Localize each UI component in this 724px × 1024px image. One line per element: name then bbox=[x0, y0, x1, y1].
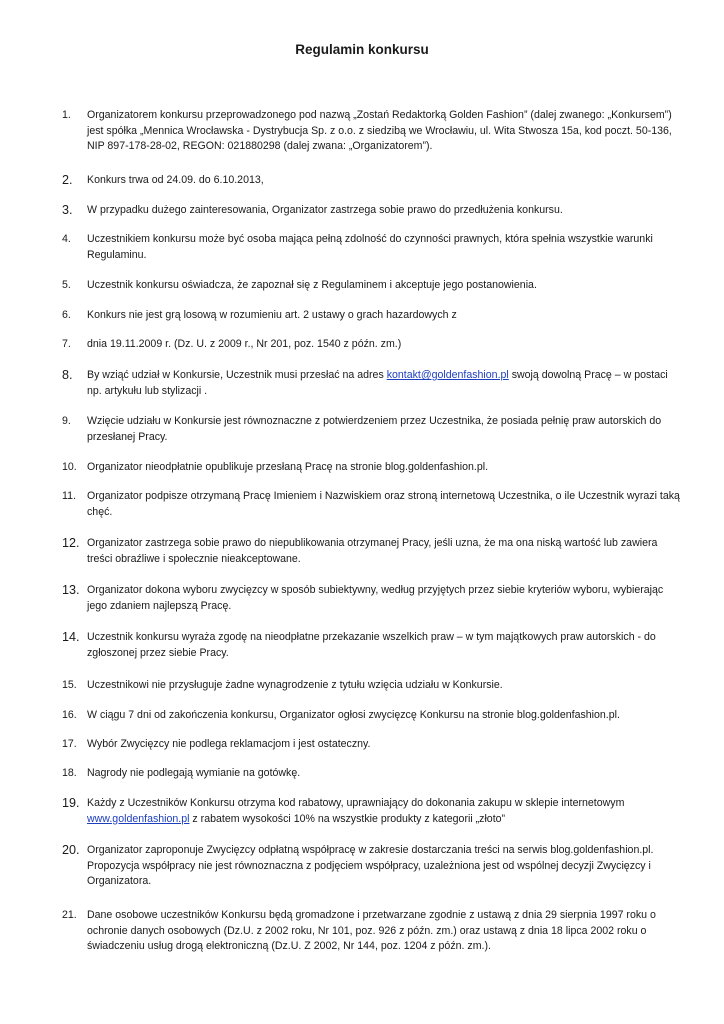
list-item bbox=[62, 908, 682, 955]
list-item-text: Wybór Zwycięzcy nie podlega reklamacjom i jest ostateczny. bbox=[87, 738, 371, 750]
list-item-text-after: z rabatem wysokości 10% na wszystkie produkty z kategorii „złoto” bbox=[189, 812, 506, 825]
list-item bbox=[62, 796, 682, 827]
list-item bbox=[62, 843, 682, 890]
list-item-number: 14. bbox=[62, 630, 80, 644]
list-item bbox=[62, 337, 682, 353]
list-item-number: 8. bbox=[62, 368, 73, 382]
link[interactable]: www.goldenfashion.pl bbox=[87, 812, 190, 825]
list-item-number: 17. bbox=[62, 738, 77, 750]
list-item bbox=[62, 232, 682, 263]
list-item-text: Uczestnikiem konkursu może być osoba mająca pełną zdolność do czynności prawnych, która spełnia wszystkie warunki Regulaminu. bbox=[87, 233, 653, 261]
list-item-text: Konkurs nie jest grą losową w rozumieniu art. 2 ustawy o grach hazardowych z bbox=[87, 309, 457, 321]
list-item-number: 19. bbox=[62, 796, 80, 810]
list-item bbox=[62, 489, 682, 520]
list-item-text: Konkurs trwa od 24.09. do 6.10.2013, bbox=[87, 174, 264, 186]
list-item bbox=[62, 583, 682, 614]
list-item-number: 18. bbox=[62, 767, 77, 779]
list-item bbox=[62, 708, 682, 724]
list-item-text: Organizator podpisze otrzymaną Pracę Imieniem i Nazwiskiem oraz stroną internetową Uczestnika, o ile Uczestnik wyrazi taką chęć. bbox=[87, 490, 680, 518]
list-item-text: Organizator zaproponuje Zwycięzcy odpłatną współpracę w zakresie dostarczania treści na serwis blog.goldenfashion.pl. Propozycja współpracy nie jest równoznaczna z podjęciem współpracy, uzależniona jest od wspólnej decyzji Zwycięzcy i Organizatora. bbox=[87, 844, 654, 887]
list-item bbox=[62, 737, 682, 753]
list-item-text: Wzięcie udziału w Konkursie jest równoznaczne z potwierdzeniem przez Uczestnika, że posiada pełnię praw autorskich do przesłanej Pracy. bbox=[87, 415, 662, 443]
list-item bbox=[62, 108, 682, 155]
list-item bbox=[62, 368, 682, 399]
list-item-number: 9. bbox=[62, 415, 71, 427]
list-item-number: 13. bbox=[62, 583, 80, 597]
list-item-text: Uczestnik konkursu oświadcza, że zapoznał się z Regulaminem i akceptuje jego postanowienia. bbox=[87, 279, 537, 291]
list-item bbox=[62, 173, 682, 189]
list-item bbox=[62, 678, 682, 694]
list-item-number: 11. bbox=[62, 490, 76, 502]
list-item-text: W ciągu 7 dni od zakończenia konkursu, Organizator ogłosi zwycięzcę Konkursu na stronie blog.goldenfashion.pl. bbox=[87, 709, 620, 721]
list-item-number: 16. bbox=[62, 709, 77, 721]
list-item-text: Nagrody nie podlegają wymianie na gotówkę. bbox=[87, 767, 301, 779]
list-item-number: 2. bbox=[62, 173, 73, 187]
list-item bbox=[62, 414, 682, 445]
list-item-number: 21. bbox=[62, 909, 77, 921]
list-item bbox=[62, 460, 682, 476]
list-item bbox=[62, 278, 682, 294]
list-item-number: 1. bbox=[62, 109, 71, 121]
list-item-number: 15. bbox=[62, 679, 77, 691]
list-item bbox=[62, 203, 682, 219]
list-item-number: 20. bbox=[62, 843, 80, 857]
page-title: Regulamin konkursu bbox=[295, 42, 429, 57]
list-item bbox=[62, 630, 682, 661]
list-item-number: 3. bbox=[62, 203, 73, 217]
list-item-number: 5. bbox=[62, 279, 71, 291]
list-item-text: Uczestnikowi nie przysługuje żadne wynagrodzenie z tytułu wzięcia udziału w Konkursie. bbox=[87, 679, 503, 691]
list-item bbox=[62, 536, 682, 567]
list-item-text bbox=[87, 796, 682, 827]
list-item bbox=[62, 766, 682, 782]
list-item-number: 7. bbox=[62, 338, 71, 350]
list-item-number: 10. bbox=[62, 461, 77, 473]
list-item-text: Dane osobowe uczestników Konkursu będą gromadzone i przetwarzane zgodnie z ustawą z dnia 29 sierpnia 1997 roku o ochronie danych osobowych (Dz.U. z 2002 roku, Nr 101, poz. 926 z późn. zm.) oraz ustawą z dnia 18 lipca 2002 roku o świadczeniu usług drogą elektroniczną (Dz.U. Z 2002, Nr 144, poz. 1204 z późn. zm.). bbox=[87, 909, 656, 952]
list-item-text: Uczestnik konkursu wyraża zgodę na nieodpłatne przekazanie wszelkich praw – w tym majątkowych praw autorskich - do zgłoszonej przez siebie Pracy. bbox=[87, 631, 656, 659]
list-item-text-before: By wziąć udział w Konkursie, Uczestnik musi przesłać na adres bbox=[87, 369, 387, 381]
list-item-text bbox=[87, 368, 682, 399]
link[interactable]: kontakt@goldenfashion.pl bbox=[386, 369, 509, 381]
list-item bbox=[62, 308, 682, 324]
list-item-text: Organizator dokona wyboru zwycięzcy w sposób subiektywny, według przyjętych przez siebie kryteriów wyboru, wybierając jego zdaniem najlepszą Pracę. bbox=[87, 584, 664, 612]
list-item-text-before: Każdy z Uczestników Konkursu otrzyma kod rabatowy, uprawniający do dokonania zakupu w sklepie internetowym bbox=[87, 797, 625, 809]
list-item-text-after: swoją dowolną Pracę – w postaci np. artykułu lub stylizacji . bbox=[87, 369, 668, 397]
list-item-text: Organizatorem konkursu przeprowadzonego pod nazwą „Zostań Redaktorką Golden Fashion” (dalej zwanego: „Konkursem”) jest spółka „Mennica Wrocławska - Dystrybucja Sp. z o.o. z siedzibą we Wrocławiu, ul. Wita Stwosza 15a, kod poczt. 50-136, NIP 897-178-28-02, REGON: 021880298 (dalej zwana: „Organizatorem”). bbox=[87, 109, 672, 152]
list-item-number: 4. bbox=[62, 233, 71, 245]
list-item-text: Organizator nieodpłatnie opublikuje przesłaną Pracę na stronie blog.goldenfashion.pl. bbox=[87, 461, 489, 473]
list-item-number: 6. bbox=[62, 309, 71, 321]
list-item-text: W przypadku dużego zainteresowania, Organizator zastrzega sobie prawo do przedłużenia konkursu. bbox=[87, 204, 563, 216]
list-item-text: Organizator zastrzega sobie prawo do niepublikowania otrzymanej Pracy, jeśli uzna, że ma ona niską wartość lub zawiera treści obraźliwe i społecznie nieakceptowane. bbox=[87, 537, 658, 565]
list-item-text: dnia 19.11.2009 r. (Dz. U. z 2009 r., Nr 201, poz. 1540 z późn. zm.) bbox=[87, 338, 402, 350]
list-item-number: 12. bbox=[62, 536, 80, 550]
